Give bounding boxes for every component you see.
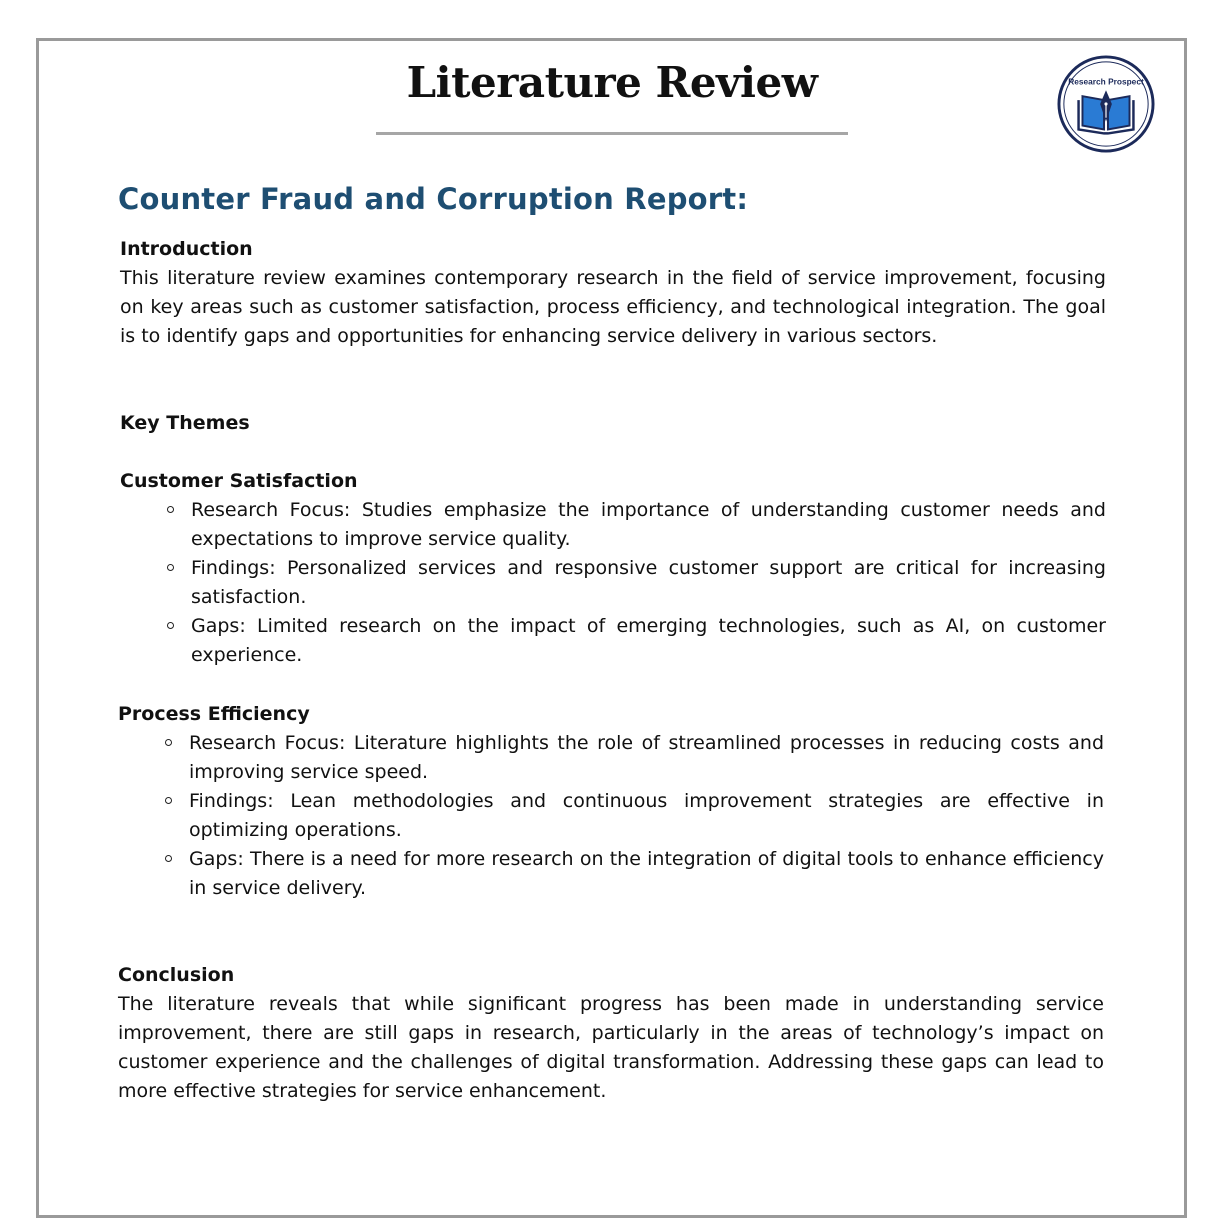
introduction-section xyxy=(120,235,1106,351)
document-title: Literature Review xyxy=(406,58,818,107)
bullet-circle-icon xyxy=(167,622,174,629)
conclusion-text: The literature reveals that while significant progress has been made in understanding service improvement, there are still gaps in research, particularly in the areas of technology’s impact on customer experience and the challenges of digital transformation. Addressing these gaps can lead to more effective strategies for service enhancement. xyxy=(118,993,1104,1102)
customer-satisfaction-list xyxy=(120,496,1106,670)
process-efficiency-list xyxy=(118,729,1104,903)
list-item xyxy=(191,554,1106,612)
customer-satisfaction-section xyxy=(120,467,1106,670)
logo-text: Research Prospect xyxy=(1068,76,1144,87)
list-item-text: Gaps: Limited research on the impact of emerging technologies, such as AI, on customer experience. xyxy=(191,615,1106,666)
research-prospect-logo xyxy=(1057,55,1155,153)
introduction-text: This literature review examines contemporary research in the field of service improvement, focusing on key areas such as customer satisfaction, process efficiency, and technological integration. The goal is to identify gaps and opportunities for enhancing service delivery in various sectors. xyxy=(120,267,1106,347)
bullet-circle-icon xyxy=(165,739,172,746)
process-efficiency-heading: Process Efficiency xyxy=(118,703,310,725)
list-item-text: Findings: Lean methodologies and continuous improvement strategies are effective in optimizing operations. xyxy=(189,790,1104,841)
list-item-text: Findings: Personalized services and responsive customer support are critical for increasing satisfaction. xyxy=(191,557,1106,608)
list-item xyxy=(189,845,1104,903)
bullet-circle-icon xyxy=(165,855,172,862)
key-themes-section xyxy=(120,409,1106,438)
customer-satisfaction-heading: Customer Satisfaction xyxy=(120,470,358,492)
bullet-circle-icon xyxy=(167,564,174,571)
list-item xyxy=(189,729,1104,787)
conclusion-section xyxy=(118,961,1104,1106)
report-heading: Counter Fraud and Corruption Report: xyxy=(118,182,749,216)
title-underline xyxy=(376,132,848,135)
process-efficiency-section xyxy=(118,700,1104,903)
bullet-circle-icon xyxy=(165,797,172,804)
list-item xyxy=(189,787,1104,845)
list-item-text: Gaps: There is a need for more research on the integration of digital tools to enhance efficiency in service delivery. xyxy=(189,848,1104,899)
introduction-heading: Introduction xyxy=(120,238,253,260)
list-item xyxy=(191,496,1106,554)
list-item xyxy=(191,612,1106,670)
list-item-text: Research Focus: Literature highlights the role of streamlined processes in reducing costs and improving service speed. xyxy=(189,732,1104,783)
bullet-circle-icon xyxy=(167,506,174,513)
list-item-text: Research Focus: Studies emphasize the importance of understanding customer needs and expectations to improve service quality. xyxy=(191,499,1106,550)
key-themes-heading: Key Themes xyxy=(120,412,250,434)
conclusion-heading: Conclusion xyxy=(118,964,235,986)
